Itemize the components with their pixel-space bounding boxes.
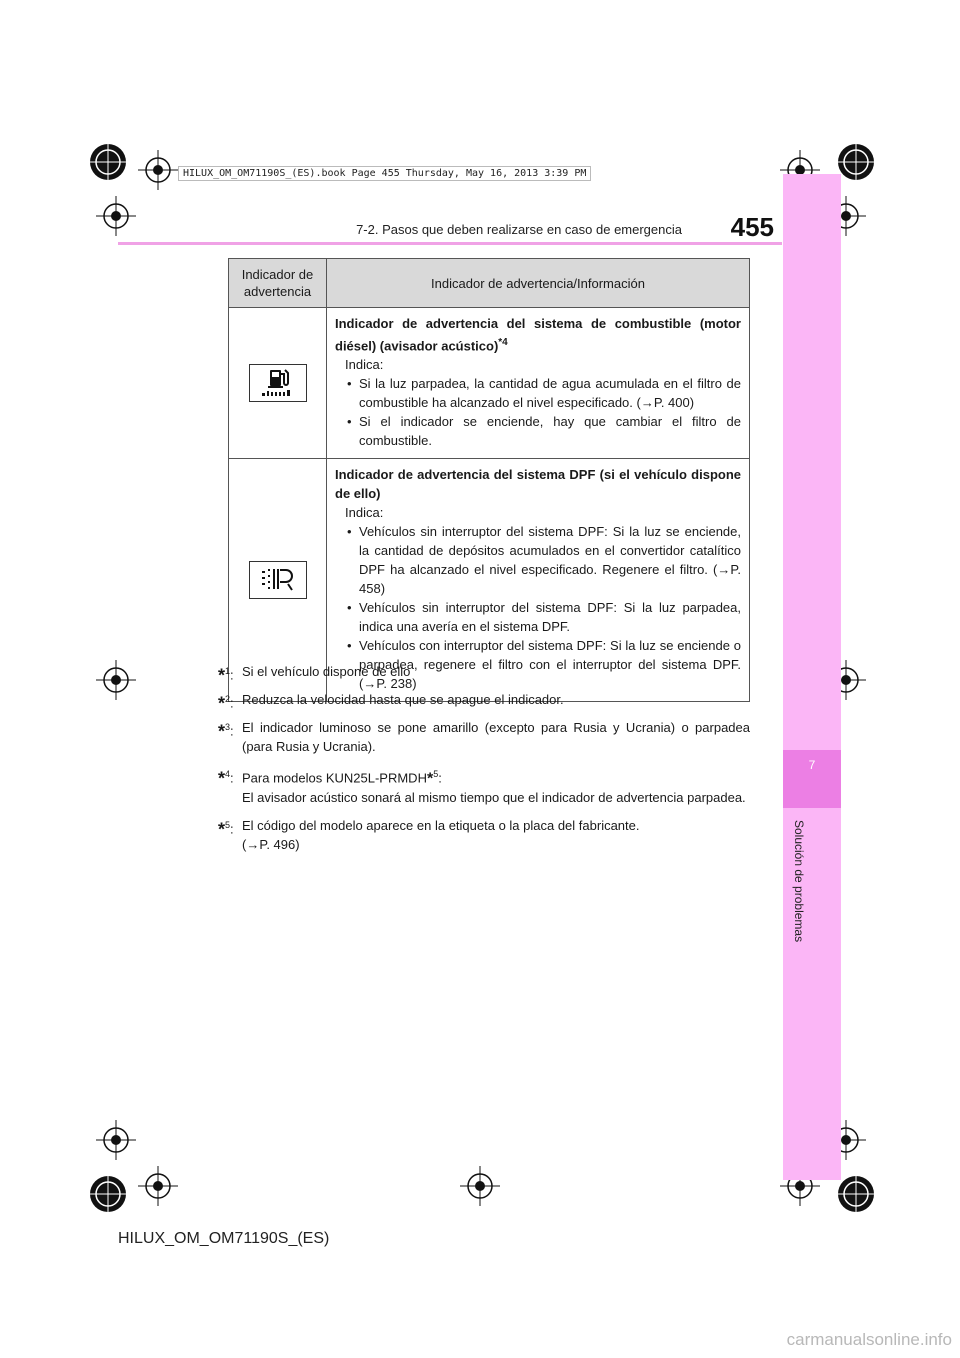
list-item: • Vehículos sin interruptor del sistema DPF: Si la luz se enciende, la cantidad de depósitos acumulados en el convertidor catalítico DPF ha alcanzado el nivel especificado. Regenere el filtro. (→P. 458) [345, 522, 741, 598]
print-stamp: HILUX_OM_OM71190S_(ES).book Page 455 Thursday, May 16, 2013 3:39 PM [178, 166, 591, 181]
list-item: • Si el indicador se enciende, hay que cambiar el filtro de combustible. [345, 412, 741, 450]
footnote-page-ref: (→P. 496) [242, 837, 300, 853]
footnote-model-text: Para modelos KUN25L-PRMDH [242, 770, 427, 786]
footnote-number: 4 [225, 769, 231, 779]
footnote-text: El avisador acústico sonará al mismo tiempo que el indicador de advertencia parpadea. [242, 790, 746, 806]
list-item: • Vehículos con interruptor del sistema DPF: Si la luz se enciende o parpadea, regenere el filtro con el interruptor del sistema DPF. (→P. 238) [345, 636, 741, 693]
dpf-system-warning-icon [249, 561, 307, 599]
crosshair-mark-left-bottom-icon [96, 1120, 136, 1160]
chapter-side-band [783, 174, 841, 1180]
fuel-warning-title-mark: *4 [498, 337, 508, 348]
footnote-first-line [242, 765, 750, 788]
footnote-mark: *$^5$: [218, 819, 234, 840]
footnote [218, 816, 750, 854]
inline-star: * [426, 770, 434, 788]
footnote-mark: *$^3$: [218, 721, 234, 742]
footnote-number: 3 [225, 722, 231, 732]
site-watermark[interactable]: carmanualsonline.info [786, 1330, 952, 1349]
table-row [229, 308, 750, 459]
fuel-warning-bullets [335, 374, 741, 450]
info-cell [327, 308, 750, 459]
list-item: • Si la luz parpadea, la cantidad de agua acumulada en el filtro de combustible ha alcanzado el nivel especificado. (→P. 400) [345, 374, 741, 412]
list-item: • Vehículos sin interruptor del sistema DPF: Si la luz parpadea, indica una avería en el sistema DPF. [345, 598, 741, 636]
footnote-text: El indicador luminoso se pone amarillo (excepto para Rusia y Ucrania) o parpadea (para Rusia y Ucrania). [242, 720, 750, 754]
footnote [218, 718, 750, 756]
registration-mark-top-left-icon [86, 140, 130, 184]
footnote-number: 2 [225, 694, 231, 704]
crosshair-mark-bottom-left-icon [138, 1166, 178, 1206]
footnote-text: El código del modelo aparece en la etiqueta o la placa del fabricante. [242, 818, 640, 834]
indica-label: Indica: [345, 357, 384, 373]
footnote-mark: *$^1$: [218, 665, 234, 686]
footnote-number: 5 [225, 820, 231, 831]
crosshair-mark-bottom-center-icon [460, 1166, 500, 1206]
crosshair-mark-left-top-icon [96, 196, 136, 236]
footnote-text: Reduzca la velocidad hasta que se apague el indicador. [242, 692, 564, 707]
footnote-colon: : [438, 770, 442, 786]
fuel-system-warning-icon [249, 364, 307, 402]
section-title: 7-2. Pasos que deben realizarse en caso de emergencia [356, 222, 682, 237]
chapter-label: Solución de problemas [792, 820, 806, 943]
footnotes [218, 662, 750, 863]
crosshair-mark-left-middle-icon [96, 660, 136, 700]
footnote-mark: *$^4$: [218, 768, 234, 789]
table-header-indicator: Indicador de advertencia [229, 259, 327, 308]
indica-label: Indica: [345, 505, 384, 521]
chapter-number: 7 [808, 758, 816, 772]
fuel-warning-title-text: Indicador de advertencia del sistema de combustible (motor diésel) (avisador acústico) [335, 316, 741, 354]
footnote-text: Si el vehículo dispone de ello [242, 664, 411, 679]
dpf-warning-title: Indicador de advertencia del sistema DPF (si el vehículo dispone de ello) [335, 467, 741, 502]
registration-mark-bottom-left-icon [86, 1172, 130, 1216]
footnote [218, 662, 750, 686]
header-rule [118, 242, 782, 245]
footnote-inline-mark: 5 [433, 769, 439, 779]
warning-indicator-table [228, 258, 750, 702]
footnote-mark: *$^2$: [218, 693, 234, 714]
table-header-row [229, 259, 750, 308]
crosshair-mark-top-icon [138, 150, 178, 190]
table-header-info: Indicador de advertencia/Información [327, 259, 750, 308]
document-code: HILUX_OM_OM71190S_(ES) [118, 1230, 330, 1247]
page-number: 455 [730, 212, 774, 242]
fuel-warning-title [335, 314, 741, 355]
footnote [218, 765, 750, 807]
footnote [218, 690, 750, 714]
indicator-cell [229, 308, 327, 459]
footnote-number: 1 [225, 666, 231, 676]
